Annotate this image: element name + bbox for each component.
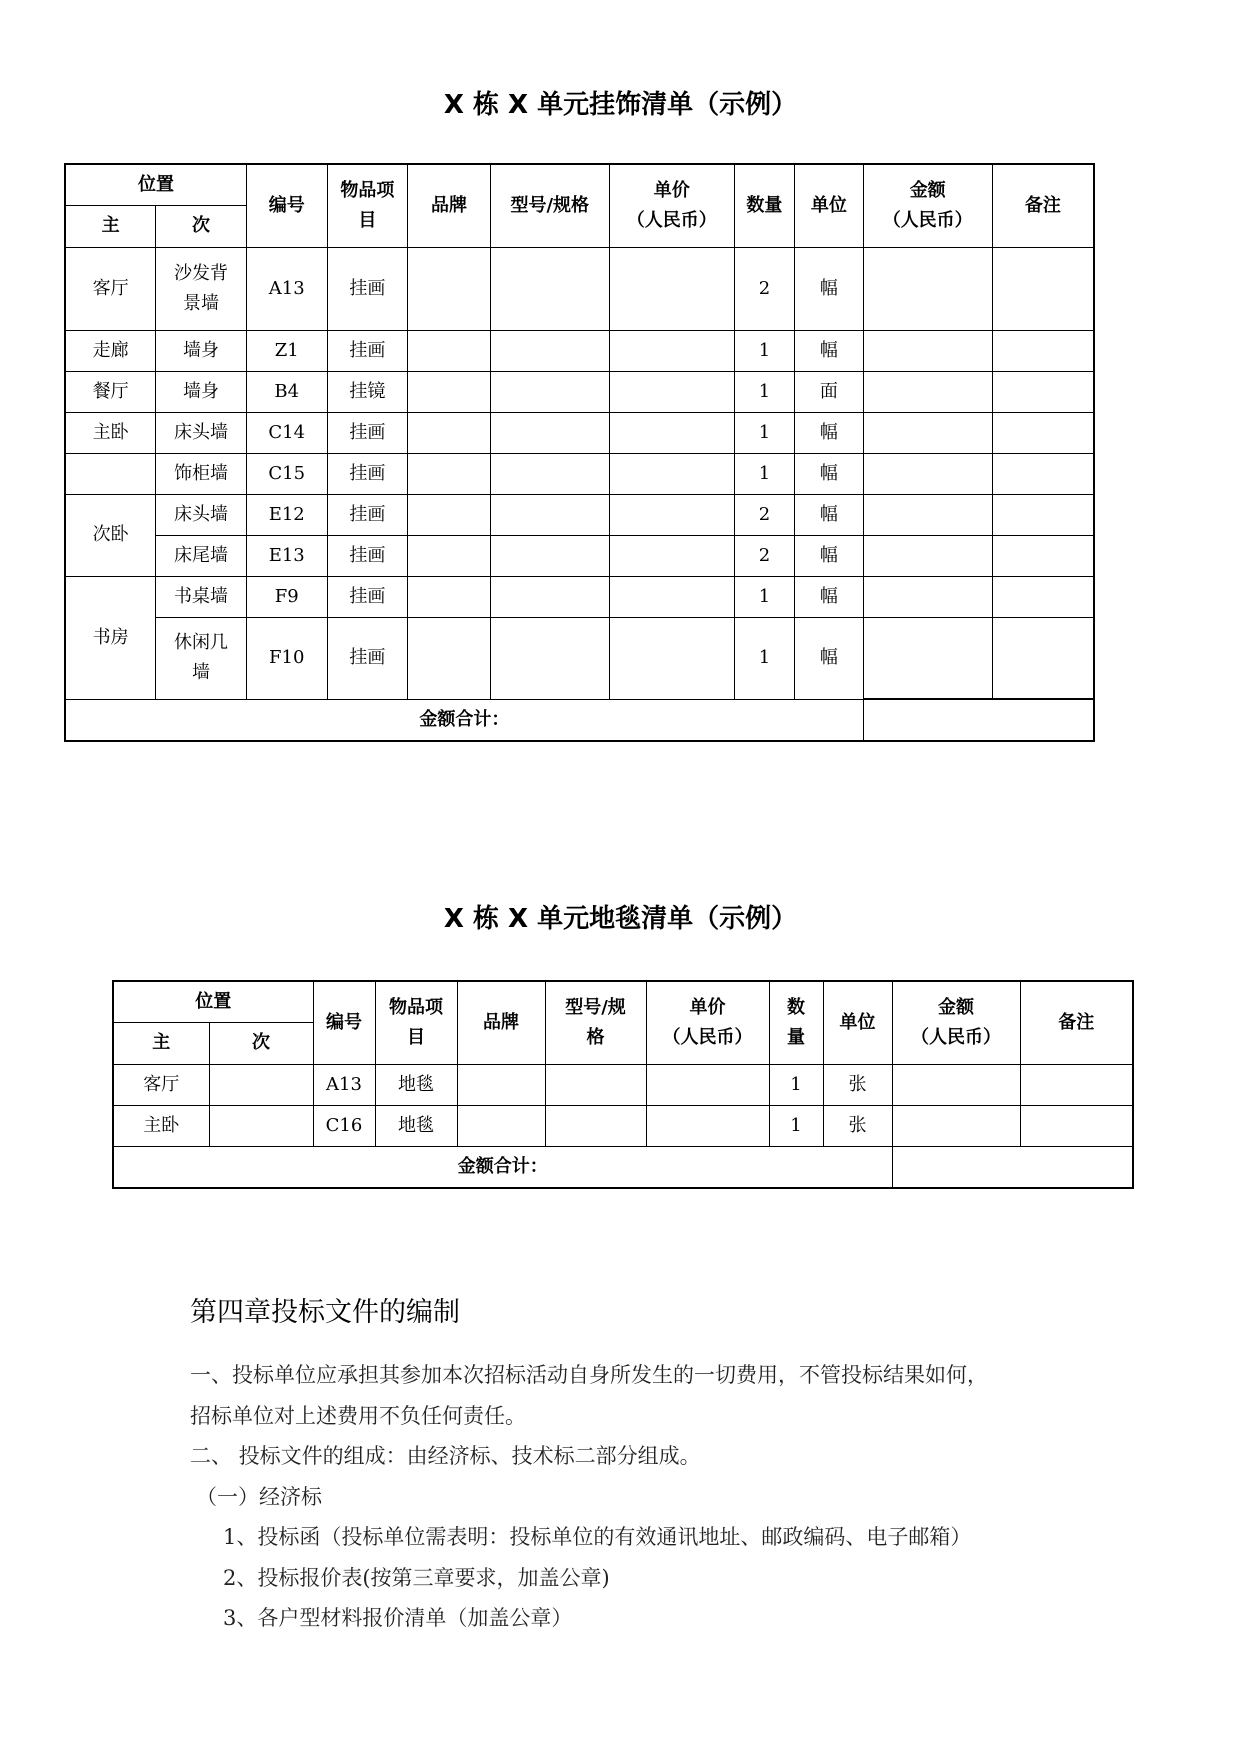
cell-model [490, 330, 609, 371]
header-sub: 次 [209, 1022, 313, 1064]
cell-unit: 幅 [795, 453, 864, 494]
cell-amount [863, 330, 992, 371]
carpet-table [112, 980, 1134, 1189]
cell-code: C14 [246, 412, 327, 453]
paragraph-2: 二、 投标文件的组成：由经济标、技术标二部分组成。 [190, 1444, 701, 1468]
cell-qty: 1 [734, 617, 794, 699]
header-qty: 数量 [734, 164, 794, 247]
table-row [65, 535, 1094, 576]
cell-note [1020, 1105, 1133, 1146]
cell-unit: 张 [823, 1064, 892, 1105]
cell-item: 挂画 [327, 535, 408, 576]
cell-price [609, 412, 734, 453]
cell-price [609, 494, 734, 535]
cell-code: F10 [246, 617, 327, 699]
cell-brand [457, 1064, 545, 1105]
cell-main: 主卧 [113, 1105, 209, 1146]
cell-main: 书房 [65, 576, 156, 699]
cell-unit: 幅 [795, 494, 864, 535]
header-code: 编号 [246, 164, 327, 247]
table-row [113, 1105, 1133, 1146]
cell-code: A13 [313, 1064, 375, 1105]
list-item-3: 3、各户型材料报价清单（加盖公章） [223, 1606, 573, 1630]
total-value [892, 1146, 1133, 1188]
header-amount: 金额 （人民币） [892, 981, 1020, 1064]
cell-main [65, 453, 156, 494]
cell-sub [209, 1105, 313, 1146]
header-item: 物品项 目 [375, 981, 457, 1064]
cell-note [992, 494, 1094, 535]
table-row [65, 494, 1094, 535]
total-row [65, 699, 1094, 741]
header-unit: 单位 [823, 981, 892, 1064]
cell-code: F9 [246, 576, 327, 617]
list-item-2: 2、投标报价表(按第三章要求，加盖公章) [223, 1566, 610, 1590]
header-sub: 次 [156, 205, 247, 247]
cell-note [992, 247, 1094, 330]
cell-amount [892, 1105, 1020, 1146]
cell-qty: 2 [734, 535, 794, 576]
cell-sub: 墙身 [156, 371, 247, 412]
cell-amount [863, 617, 992, 699]
cell-brand [408, 576, 491, 617]
cell-price [609, 330, 734, 371]
cell-item: 挂画 [327, 576, 408, 617]
header-note: 备注 [992, 164, 1094, 247]
cell-item: 地毯 [375, 1064, 457, 1105]
cell-item: 挂镜 [327, 371, 408, 412]
cell-price [646, 1105, 769, 1146]
cell-model [490, 576, 609, 617]
cell-qty: 1 [734, 453, 794, 494]
cell-sub: 沙发背景墙 [156, 247, 247, 330]
cell-unit: 幅 [795, 412, 864, 453]
header-model: 型号/规格 [490, 164, 609, 247]
table-row [65, 412, 1094, 453]
header-code: 编号 [313, 981, 375, 1064]
header-unit: 单位 [795, 164, 864, 247]
table-row [65, 453, 1094, 494]
table-row [65, 330, 1094, 371]
cell-note [1020, 1064, 1133, 1105]
table-row [113, 1064, 1133, 1105]
cell-item: 挂画 [327, 453, 408, 494]
paragraph-1-line-2: 招标单位对上述费用不负任何责任。 [190, 1404, 526, 1428]
cell-amount [863, 371, 992, 412]
cell-note [992, 617, 1094, 699]
cell-sub: 床尾墙 [156, 535, 247, 576]
header-note: 备注 [1020, 981, 1133, 1064]
cell-note [992, 576, 1094, 617]
cell-item: 挂画 [327, 494, 408, 535]
cell-sub: 床头墙 [156, 494, 247, 535]
cell-brand [408, 412, 491, 453]
cell-brand [408, 453, 491, 494]
cell-model [545, 1105, 646, 1146]
cell-item: 挂画 [327, 247, 408, 330]
cell-price [609, 576, 734, 617]
cell-model [490, 494, 609, 535]
header-position: 位置 [65, 164, 246, 205]
total-label: 金额合计： [65, 699, 863, 741]
cell-main: 客厅 [65, 247, 156, 330]
cell-sub: 床头墙 [156, 412, 247, 453]
total-value [863, 699, 1094, 741]
cell-amount [863, 535, 992, 576]
chapter-heading: 第四章投标文件的编制 [190, 1297, 460, 1328]
cell-qty: 1 [769, 1105, 823, 1146]
table-row [65, 247, 1094, 330]
cell-code: C15 [246, 453, 327, 494]
cell-brand [408, 330, 491, 371]
header-qty: 数 量 [769, 981, 823, 1064]
wall-decor-table [64, 163, 1095, 742]
cell-amount [863, 247, 992, 330]
header-brand: 品牌 [457, 981, 545, 1064]
table-row [65, 576, 1094, 617]
header-main: 主 [65, 205, 156, 247]
cell-amount [892, 1064, 1020, 1105]
cell-code: E12 [246, 494, 327, 535]
cell-item: 挂画 [327, 412, 408, 453]
header-position: 位置 [113, 981, 313, 1022]
cell-amount [863, 494, 992, 535]
cell-amount [863, 412, 992, 453]
cell-qty: 1 [769, 1064, 823, 1105]
header-unit-price: 单价 （人民币） [609, 164, 734, 247]
paragraph-3: （一）经济标 [196, 1485, 322, 1509]
cell-main: 次卧 [65, 494, 156, 576]
cell-brand [408, 535, 491, 576]
header-unit-price: 单价 （人民币） [646, 981, 769, 1064]
cell-sub: 休闲几墙 [156, 617, 247, 699]
header-brand: 品牌 [408, 164, 491, 247]
cell-note [992, 371, 1094, 412]
cell-amount [863, 576, 992, 617]
cell-code: C16 [313, 1105, 375, 1146]
cell-note [992, 453, 1094, 494]
cell-main: 客厅 [113, 1064, 209, 1105]
total-row [113, 1146, 1133, 1188]
cell-brand [408, 371, 491, 412]
cell-unit: 张 [823, 1105, 892, 1146]
cell-price [609, 371, 734, 412]
cell-main: 主卧 [65, 412, 156, 453]
table-row [65, 617, 1094, 699]
cell-qty: 2 [734, 494, 794, 535]
cell-price [609, 453, 734, 494]
cell-qty: 2 [734, 247, 794, 330]
cell-sub: 书桌墙 [156, 576, 247, 617]
cell-code: A13 [246, 247, 327, 330]
cell-brand [408, 247, 491, 330]
cell-item: 挂画 [327, 617, 408, 699]
cell-model [490, 412, 609, 453]
cell-main: 走廊 [65, 330, 156, 371]
cell-qty: 1 [734, 330, 794, 371]
cell-item: 挂画 [327, 330, 408, 371]
cell-note [992, 330, 1094, 371]
cell-sub: 饰柜墙 [156, 453, 247, 494]
cell-model [490, 371, 609, 412]
cell-unit: 幅 [795, 535, 864, 576]
total-label: 金额合计： [113, 1146, 892, 1188]
list-item-1: 1、投标函（投标单位需表明：投标单位的有效通讯地址、邮政编码、电子邮箱） [223, 1525, 972, 1549]
cell-model [490, 453, 609, 494]
header-model: 型号/规 格 [545, 981, 646, 1064]
cell-item: 地毯 [375, 1105, 457, 1146]
cell-sub: 墙身 [156, 330, 247, 371]
cell-brand [457, 1105, 545, 1146]
cell-brand [408, 617, 491, 699]
table1-title: X 栋 X 单元挂饰清单（示例） [443, 90, 798, 120]
header-amount: 金额 （人民币） [863, 164, 992, 247]
cell-code: B4 [246, 371, 327, 412]
cell-brand [408, 494, 491, 535]
cell-main: 餐厅 [65, 371, 156, 412]
cell-unit: 幅 [795, 617, 864, 699]
cell-qty: 1 [734, 576, 794, 617]
cell-code: Z1 [246, 330, 327, 371]
cell-price [646, 1064, 769, 1105]
cell-model [490, 247, 609, 330]
cell-unit: 面 [795, 371, 864, 412]
table2-title: X 栋 X 单元地毯清单（示例） [443, 904, 798, 934]
cell-code: E13 [246, 535, 327, 576]
header-main: 主 [113, 1022, 209, 1064]
table-row [65, 371, 1094, 412]
cell-model [545, 1064, 646, 1105]
cell-unit: 幅 [795, 576, 864, 617]
cell-qty: 1 [734, 412, 794, 453]
cell-sub [209, 1064, 313, 1105]
cell-price [609, 617, 734, 699]
cell-model [490, 535, 609, 576]
cell-price [609, 247, 734, 330]
cell-unit: 幅 [795, 330, 864, 371]
header-item: 物品项 目 [327, 164, 408, 247]
cell-note [992, 412, 1094, 453]
cell-price [609, 535, 734, 576]
cell-model [490, 617, 609, 699]
cell-note [992, 535, 1094, 576]
paragraph-1-line-1: 一、投标单位应承担其参加本次招标活动自身所发生的一切费用，不管投标结果如何， [190, 1363, 988, 1387]
cell-unit: 幅 [795, 247, 864, 330]
cell-amount [863, 453, 992, 494]
cell-qty: 1 [734, 371, 794, 412]
